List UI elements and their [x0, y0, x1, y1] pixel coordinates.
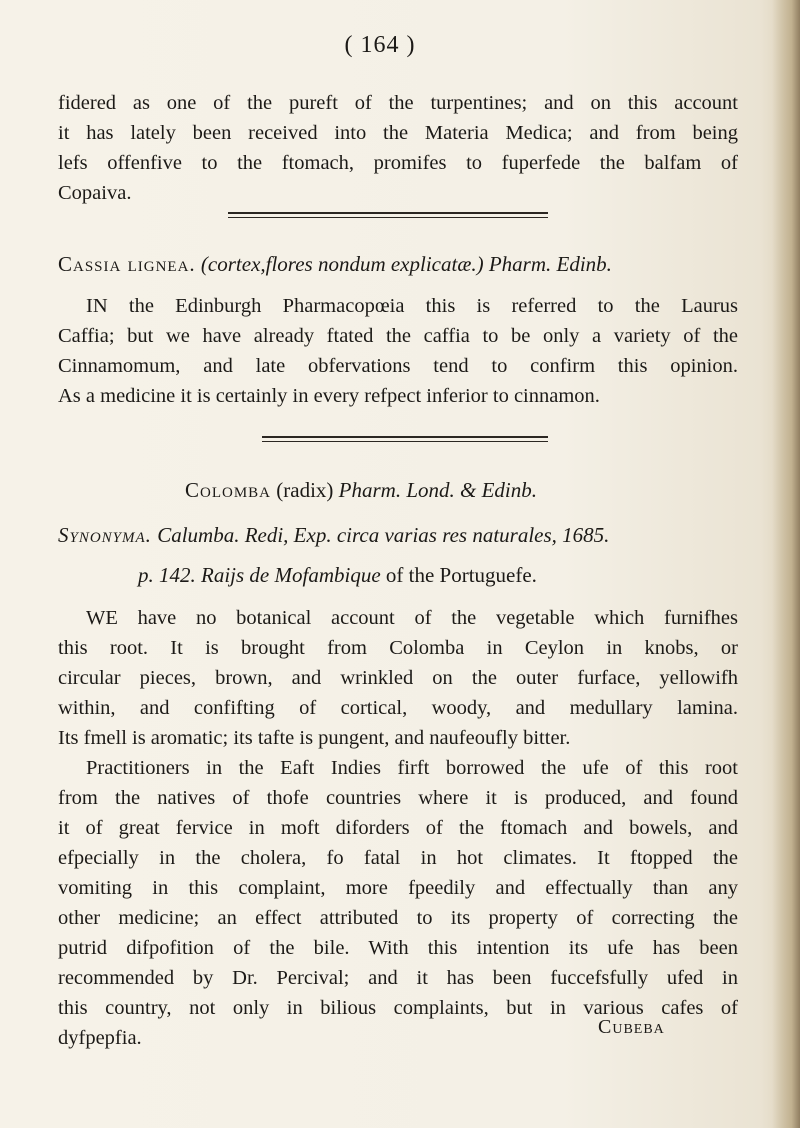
colomba-name: Colomba	[185, 478, 272, 502]
page-edge-shadow	[772, 0, 800, 1128]
page-number: ( 164 )	[344, 32, 416, 58]
text-line: this root. It is brought from Colomba in Ceylon in knobs, or	[58, 637, 738, 659]
text-line: fidered as one of the pureft of the turpentines; and on this account	[58, 92, 738, 114]
text-line: within, and confifting of cortical, woody, and medullary lamina.	[58, 697, 738, 719]
text-line: dyfpepfia.	[58, 1027, 142, 1049]
synonyma-line-1	[58, 523, 609, 548]
synonyma-label: Synonyma.	[58, 523, 152, 547]
text-line: recommended by Dr. Percival; and it has been fuccefsfully ufed in	[58, 967, 738, 989]
text-line: it has lately been received into the Materia Medica; and from being	[58, 122, 738, 144]
paragraph-cassia	[58, 291, 738, 411]
text-line: it of great fervice in moft diforders of the ftomach and bowels, and	[58, 817, 738, 839]
text-line: other medicine; an effect attributed to its property of correcting the	[58, 907, 738, 929]
text-line: efpecially in the cholera, fo fatal in hot climates. It ftopped the	[58, 847, 738, 869]
cassia-paren: (cortex,flores nondum explicatæ.)	[200, 252, 484, 276]
text-line: Copaiva.	[58, 182, 132, 204]
section-divider	[262, 441, 548, 442]
text-line: As a medicine it is certainly in every refpect inferior to cinnamon.	[58, 385, 600, 407]
text-line: this country, not only in bilious complaints, but in various cafes of	[58, 997, 738, 1019]
cassia-heading	[58, 252, 612, 277]
cassia-pharm: Pharm. Edinb.	[488, 252, 612, 276]
text-line: putrid difpofition of the bile. With this intention its ufe has been	[58, 937, 738, 959]
text-line: Cinnamomum, and late obfervations tend to confirm this opinion.	[58, 355, 738, 377]
text-line: Its fmell is aromatic; its tafte is pungent, and naufeoufly bitter.	[58, 727, 571, 749]
text-line: Practitioners in the Eaft Indies firft borrowed the ufe of this root	[86, 757, 738, 779]
synonyma-suffix: of the Portuguefe.	[385, 563, 537, 587]
colomba-pharm: Pharm. Lond. & Edinb.	[338, 478, 537, 502]
synonyma-text: Calumba. Redi, Exp. circa varias res naturales, 1685.	[157, 523, 610, 547]
cassia-name: Cassia lignea.	[58, 252, 196, 276]
text-line: from the natives of thofe countries where it is produced, and found	[58, 787, 738, 809]
section-divider	[228, 212, 548, 214]
text-line: WE have no botanical account of the vegetable which furnifhes	[86, 607, 738, 629]
synonyma-reference: p. 142. Raijs de Mofambique	[138, 563, 381, 587]
colomba-heading	[185, 478, 537, 503]
paragraph-colomba	[58, 603, 738, 1053]
text-line: vomiting in this complaint, more fpeedily and effectually than any	[58, 877, 738, 899]
section-divider	[228, 217, 548, 218]
text-line: lefs offenfive to the ftomach, promifes to fuperfede the balfam of	[58, 152, 738, 174]
colomba-radix: (radix)	[276, 478, 334, 502]
synonyma-line-2	[138, 563, 537, 588]
catchword: Cubeba	[598, 1016, 665, 1038]
text-line: Caffia; but we have already ftated the caffia to be only a variety of the	[58, 325, 738, 347]
text-line: circular pieces, brown, and wrinkled on the outer furface, yellowifh	[58, 667, 738, 689]
section-divider	[262, 436, 548, 438]
text-line: IN the Edinburgh Pharmacopœia this is referred to the Laurus	[86, 295, 738, 317]
paragraph-copaiva	[58, 88, 738, 208]
